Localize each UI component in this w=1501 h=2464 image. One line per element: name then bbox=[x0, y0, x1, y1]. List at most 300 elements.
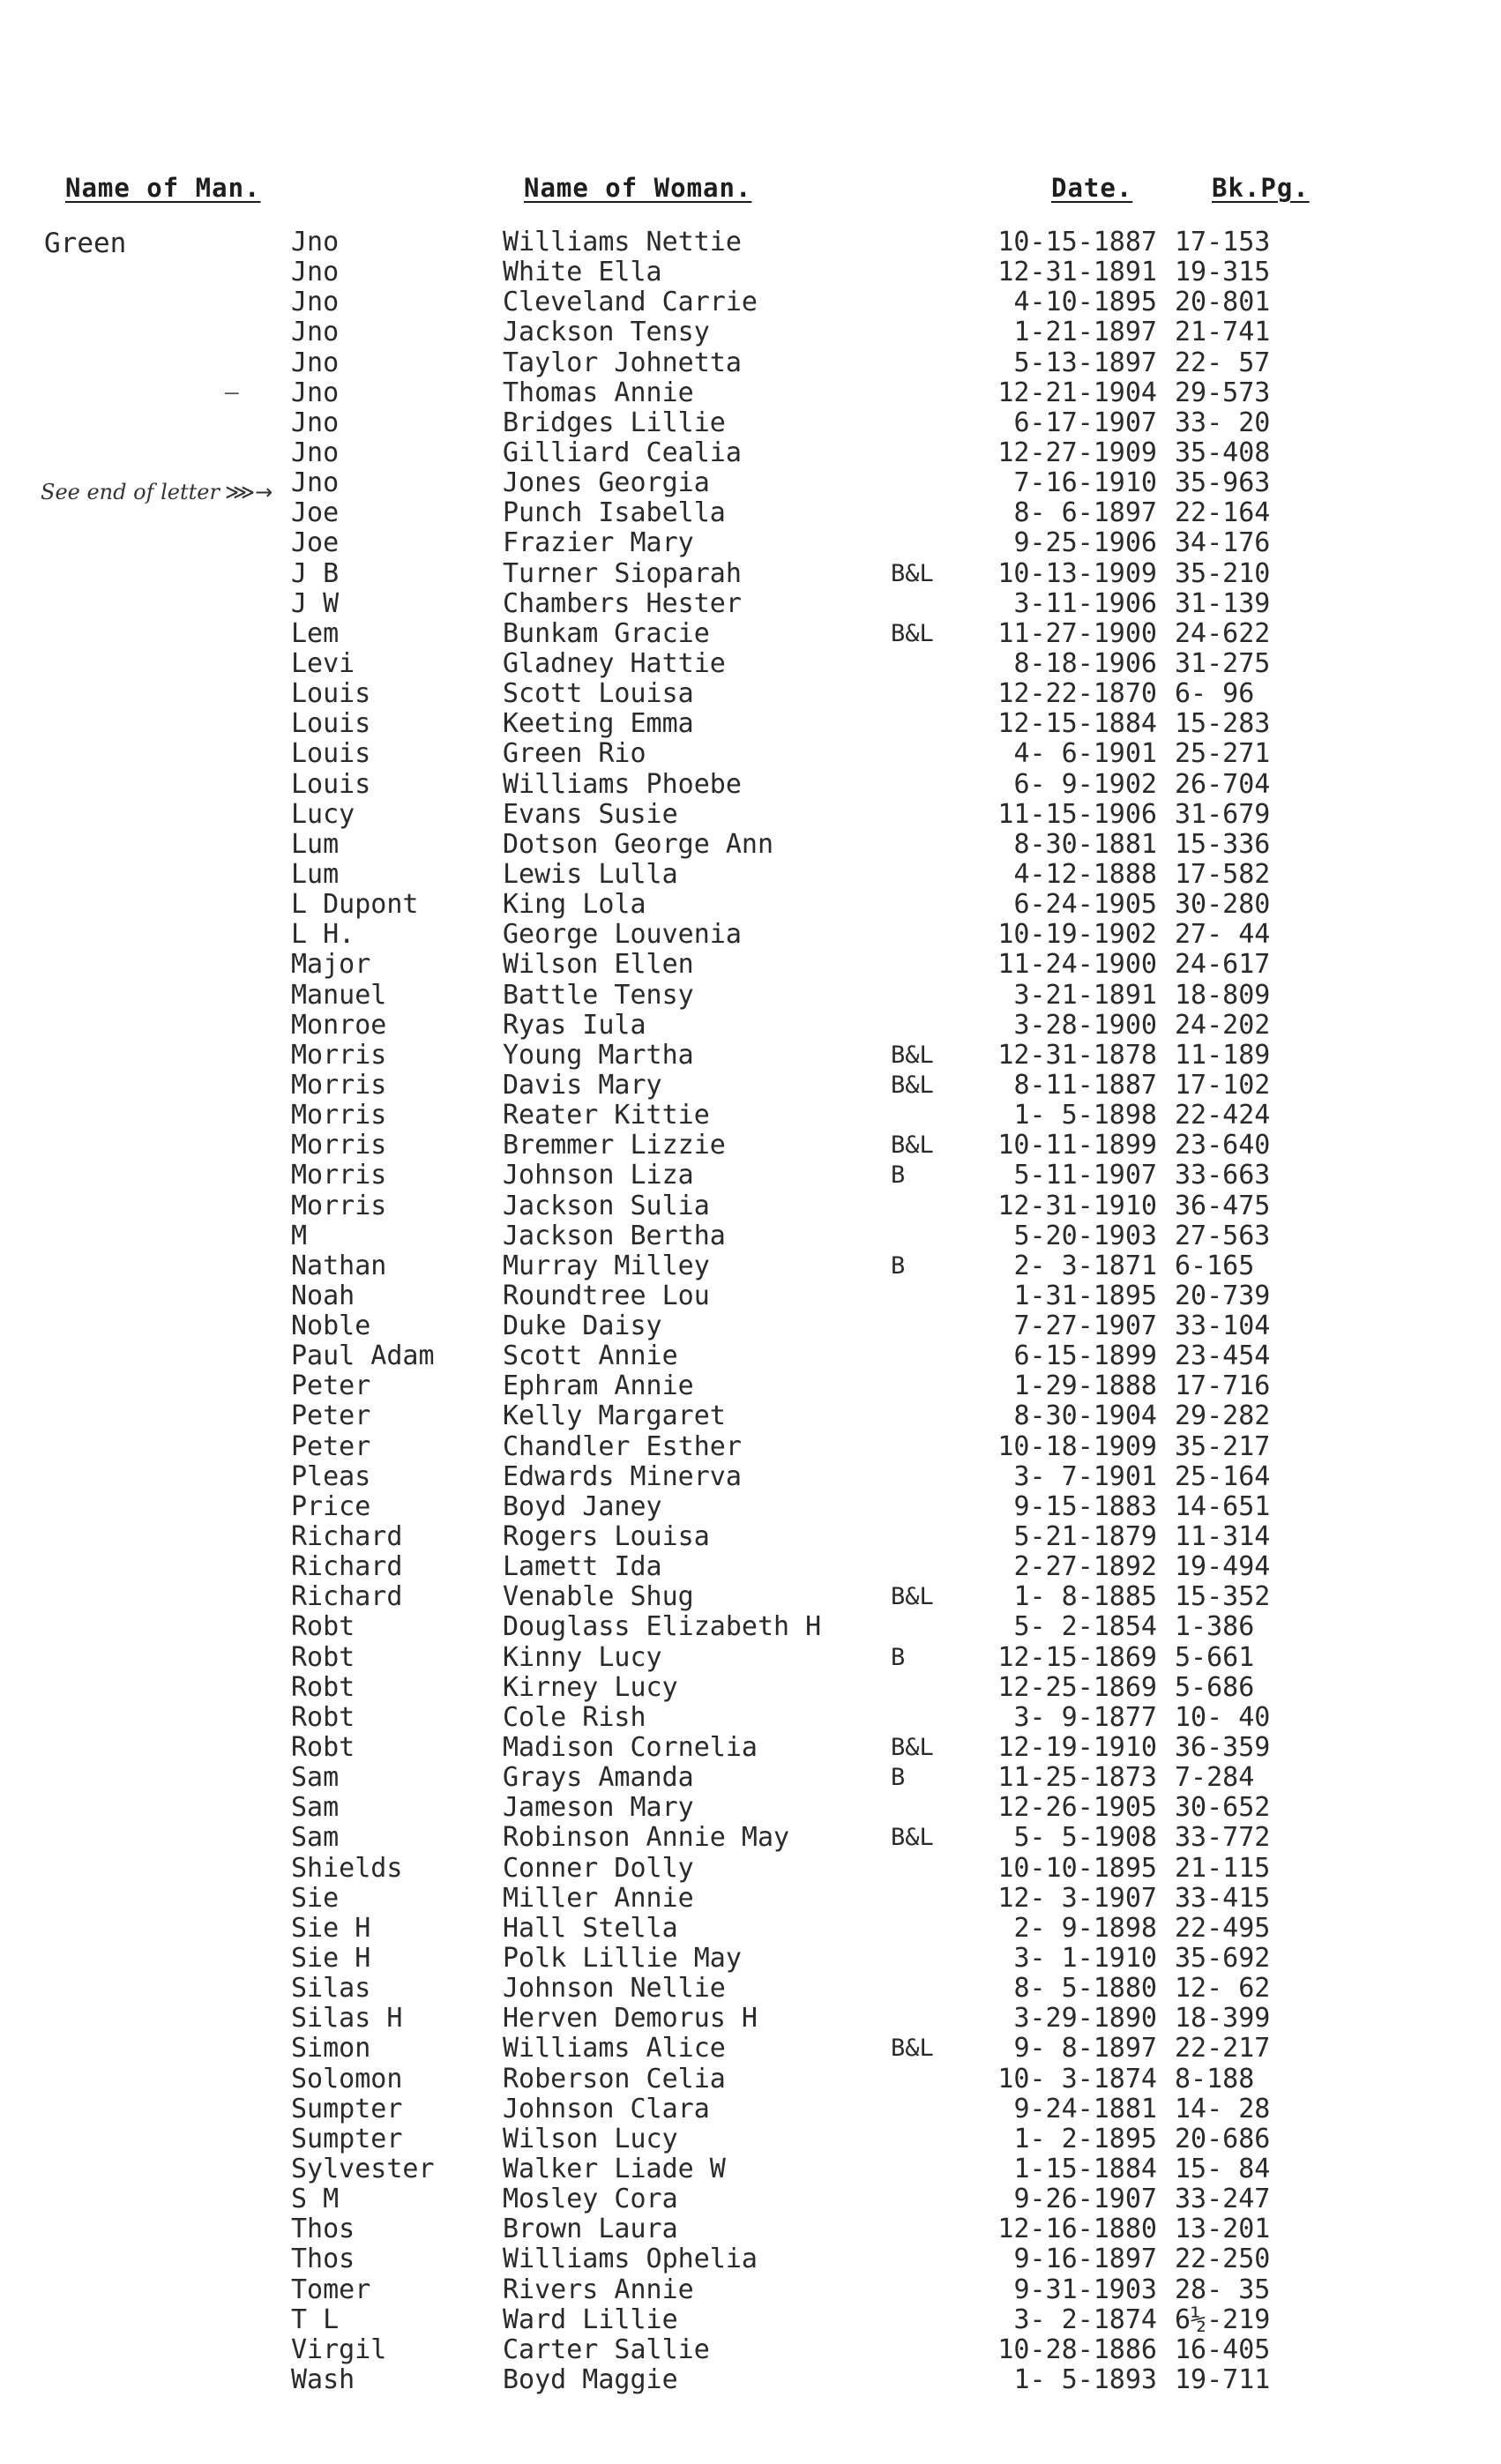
book-page: 19-494 bbox=[1175, 1551, 1271, 1583]
man-first-name: Sam bbox=[291, 1762, 340, 1794]
table-row bbox=[0, 498, 1501, 528]
marriage-date: 8-18-1906 bbox=[1013, 647, 1157, 679]
marriage-date: 5-13-1897 bbox=[1013, 347, 1157, 378]
table-row bbox=[0, 2034, 1501, 2064]
woman-name: Williams Ophelia bbox=[503, 2244, 758, 2275]
book-page: 33-772 bbox=[1175, 1822, 1271, 1854]
record-mark: B&L bbox=[891, 1041, 934, 1069]
woman-name: Dotson George Ann bbox=[503, 828, 774, 860]
table-row bbox=[0, 1793, 1501, 1823]
table-row bbox=[0, 2275, 1501, 2305]
header-name-of-man: Name of Man. bbox=[65, 173, 261, 203]
woman-name: Wilson Ellen bbox=[503, 949, 694, 981]
woman-name: Polk Lillie May bbox=[503, 1943, 742, 1975]
record-mark: B&L bbox=[891, 1824, 934, 1852]
book-page: 22-217 bbox=[1175, 2033, 1271, 2065]
man-first-name: Paul Adam bbox=[291, 1340, 435, 1372]
marriage-date: 8- 6-1897 bbox=[1013, 497, 1157, 529]
marriage-date: 12-19-1910 bbox=[997, 1732, 1157, 1764]
table-row bbox=[0, 1884, 1501, 1914]
table-row bbox=[0, 800, 1501, 830]
arrow-right-icon: ⋙→ bbox=[224, 480, 273, 504]
man-first-name: J W bbox=[291, 587, 340, 619]
marriage-date: 6-15-1899 bbox=[1013, 1340, 1157, 1372]
woman-name: Young Martha bbox=[503, 1039, 694, 1071]
marriage-date: 12-26-1905 bbox=[997, 1792, 1157, 1824]
man-first-name: Louis bbox=[291, 678, 371, 710]
table-row bbox=[0, 739, 1501, 769]
book-page: 19-315 bbox=[1175, 257, 1271, 288]
record-mark: B&L bbox=[891, 1131, 934, 1160]
man-first-name: Sumpter bbox=[291, 2123, 403, 2154]
marriage-date: 10-10-1895 bbox=[997, 1852, 1157, 1884]
man-first-name: Morris bbox=[291, 1039, 387, 1071]
book-page: 36-359 bbox=[1175, 1732, 1271, 1764]
header-date: Date. bbox=[1051, 173, 1133, 203]
table-row bbox=[0, 1101, 1501, 1131]
record-mark: B&L bbox=[891, 1734, 934, 1762]
woman-name: Roundtree Lou bbox=[503, 1280, 710, 1311]
book-page: 17-716 bbox=[1175, 1370, 1271, 1402]
book-page: 31-679 bbox=[1175, 798, 1271, 830]
woman-name: Battle Tensy bbox=[503, 979, 694, 1011]
marriage-date: 10-11-1899 bbox=[997, 1130, 1157, 1161]
woman-name: Williams Alice bbox=[503, 2033, 726, 2065]
table-row bbox=[0, 2365, 1501, 2395]
book-page: 24-202 bbox=[1175, 1009, 1271, 1041]
book-page: 35-217 bbox=[1175, 1430, 1271, 1462]
woman-name: Chambers Hester bbox=[503, 587, 742, 619]
record-mark: B&L bbox=[891, 2035, 934, 2063]
marriage-date: 12-15-1869 bbox=[997, 1641, 1157, 1673]
woman-name: Punch Isabella bbox=[503, 497, 726, 529]
man-first-name: Virgil bbox=[291, 2333, 387, 2365]
table-row bbox=[0, 2184, 1501, 2214]
table-row bbox=[0, 1462, 1501, 1492]
woman-name: Rivers Annie bbox=[503, 2274, 694, 2305]
man-first-name: Monroe bbox=[291, 1009, 387, 1041]
book-page: 20-739 bbox=[1175, 1280, 1271, 1311]
marriage-date: 1-15-1884 bbox=[1013, 2154, 1157, 2184]
marriage-date: 5-21-1879 bbox=[1013, 1521, 1157, 1553]
table-row bbox=[0, 1191, 1501, 1221]
marriage-date: 8- 5-1880 bbox=[1013, 1973, 1157, 2005]
woman-name: Madison Cornelia bbox=[503, 1732, 758, 1764]
woman-name: Ephram Annie bbox=[503, 1370, 694, 1402]
table-row bbox=[0, 981, 1501, 1011]
record-mark: B&L bbox=[891, 1583, 934, 1611]
man-first-name: Shields bbox=[291, 1852, 403, 1884]
table-row bbox=[0, 589, 1501, 619]
woman-name: Gilliard Cealia bbox=[503, 437, 742, 468]
marriage-date: 2- 3-1871 bbox=[1013, 1250, 1157, 1281]
table-row bbox=[0, 438, 1501, 468]
table-row bbox=[0, 1612, 1501, 1642]
table-row bbox=[0, 1763, 1501, 1793]
man-first-name: Lucy bbox=[291, 798, 355, 830]
man-first-name: Nathan bbox=[291, 1250, 387, 1281]
woman-name: George Louvenia bbox=[503, 919, 742, 951]
book-page: 15- 84 bbox=[1175, 2154, 1271, 2184]
marriage-date: 3- 2-1874 bbox=[1013, 2303, 1157, 2335]
woman-name: White Ella bbox=[503, 257, 662, 288]
woman-name: Boyd Maggie bbox=[503, 2363, 678, 2395]
man-first-name: Noble bbox=[291, 1310, 371, 1342]
marriage-date: 1-31-1895 bbox=[1013, 1280, 1157, 1311]
man-first-name: Sumpter bbox=[291, 2093, 403, 2124]
book-page: 5-661 bbox=[1175, 1641, 1255, 1673]
marriage-date: 5- 2-1854 bbox=[1013, 1611, 1157, 1643]
marriage-date: 5-20-1903 bbox=[1013, 1220, 1157, 1251]
woman-name: Miller Annie bbox=[503, 1882, 694, 1914]
marriage-date: 1- 8-1885 bbox=[1013, 1581, 1157, 1613]
woman-name: Brown Laura bbox=[503, 2214, 678, 2245]
man-first-name: Morris bbox=[291, 1069, 387, 1101]
book-page: 22-424 bbox=[1175, 1100, 1271, 1131]
book-page: 22-495 bbox=[1175, 1912, 1271, 1944]
woman-name: Robinson Annie May bbox=[503, 1822, 790, 1854]
woman-name: Williams Nettie bbox=[503, 227, 742, 258]
book-page: 29-573 bbox=[1175, 377, 1271, 408]
table-row bbox=[0, 468, 1501, 498]
table-row bbox=[0, 1131, 1501, 1161]
book-page: 15-336 bbox=[1175, 828, 1271, 860]
table-row bbox=[0, 649, 1501, 679]
record-list bbox=[0, 228, 1501, 2395]
book-page: 14- 28 bbox=[1175, 2093, 1271, 2124]
man-first-name: Jno bbox=[291, 407, 340, 438]
marriage-date: 9-26-1907 bbox=[1013, 2184, 1157, 2215]
man-first-name: Sylvester bbox=[291, 2154, 435, 2184]
marriage-date: 1-21-1897 bbox=[1013, 317, 1157, 348]
table-row bbox=[0, 2065, 1501, 2094]
table-row bbox=[0, 1251, 1501, 1281]
marriage-date: 3- 9-1877 bbox=[1013, 1701, 1157, 1733]
man-first-name: Lem bbox=[291, 617, 340, 649]
marriage-date: 5-11-1907 bbox=[1013, 1160, 1157, 1191]
man-first-name: Jno bbox=[291, 317, 340, 348]
man-first-name: Richard bbox=[291, 1551, 403, 1583]
woman-name: Boyd Janey bbox=[503, 1490, 662, 1522]
marriage-date: 12-15-1884 bbox=[997, 708, 1157, 740]
marriage-date: 9-24-1881 bbox=[1013, 2093, 1157, 2124]
book-page: 6- 96 bbox=[1175, 678, 1255, 710]
table-row bbox=[0, 1011, 1501, 1041]
marriage-date: 2-27-1892 bbox=[1013, 1551, 1157, 1583]
man-first-name: Levi bbox=[291, 647, 355, 679]
table-row bbox=[0, 1673, 1501, 1703]
man-first-name: Louis bbox=[291, 708, 371, 740]
book-page: 21-741 bbox=[1175, 317, 1271, 348]
record-mark: B&L bbox=[891, 1071, 934, 1099]
book-page: 31-275 bbox=[1175, 647, 1271, 679]
table-row bbox=[0, 950, 1501, 980]
table-row bbox=[0, 770, 1501, 800]
woman-name: Cleveland Carrie bbox=[503, 287, 758, 318]
table-row bbox=[0, 2004, 1501, 2034]
woman-name: Jackson Bertha bbox=[503, 1220, 726, 1251]
book-page: 15-283 bbox=[1175, 708, 1271, 740]
margin-note-text: See end of letter bbox=[41, 480, 220, 504]
marriage-date: 3- 7-1901 bbox=[1013, 1460, 1157, 1492]
table-row bbox=[0, 1914, 1501, 1944]
man-first-name: Robt bbox=[291, 1701, 355, 1733]
woman-name: Ward Lillie bbox=[503, 2303, 678, 2335]
book-page: 35-692 bbox=[1175, 1943, 1271, 1975]
marriage-date: 7-16-1910 bbox=[1013, 467, 1157, 499]
woman-name: Turner Sioparah bbox=[503, 557, 742, 589]
woman-name: Edwards Minerva bbox=[503, 1460, 742, 1492]
man-first-name: Morris bbox=[291, 1190, 387, 1221]
man-first-name: Jno bbox=[291, 377, 340, 408]
book-page: 30-652 bbox=[1175, 1792, 1271, 1824]
book-page: 7-284 bbox=[1175, 1762, 1255, 1794]
man-first-name: Sie H bbox=[291, 1912, 371, 1944]
man-first-name: Jno bbox=[291, 257, 340, 288]
marriage-date: 5- 5-1908 bbox=[1013, 1822, 1157, 1854]
marriage-date: 10-19-1902 bbox=[997, 919, 1157, 951]
marriage-date: 3-29-1890 bbox=[1013, 2003, 1157, 2035]
marriage-date: 8-30-1904 bbox=[1013, 1400, 1157, 1432]
woman-name: Scott Annie bbox=[503, 1340, 678, 1372]
table-row bbox=[0, 2305, 1501, 2335]
man-first-name: Jno bbox=[291, 467, 340, 499]
woman-name: Roberson Celia bbox=[503, 2063, 726, 2094]
man-first-name: Sie bbox=[291, 1882, 340, 1914]
man-first-name: Major bbox=[291, 949, 371, 981]
table-row bbox=[0, 528, 1501, 558]
marriage-date: 8-11-1887 bbox=[1013, 1069, 1157, 1101]
woman-name: Hall Stella bbox=[503, 1912, 678, 1944]
table-row bbox=[0, 890, 1501, 920]
man-first-name: Solomon bbox=[291, 2063, 403, 2094]
book-page: 22-164 bbox=[1175, 497, 1271, 529]
record-mark: B bbox=[891, 1251, 906, 1280]
man-first-name: M bbox=[291, 1220, 308, 1251]
table-row bbox=[0, 2335, 1501, 2365]
woman-name: Kirney Lucy bbox=[503, 1671, 678, 1703]
woman-name: Wilson Lucy bbox=[503, 2123, 678, 2154]
woman-name: Thomas Annie bbox=[503, 377, 694, 408]
header-name-of-woman: Name of Woman. bbox=[524, 173, 752, 203]
woman-name: Green Rio bbox=[503, 738, 646, 770]
woman-name: Walker Liade W bbox=[503, 2154, 726, 2184]
book-page: 18-809 bbox=[1175, 979, 1271, 1011]
margin-dash: – bbox=[225, 379, 239, 406]
surname-label: Green bbox=[44, 228, 127, 259]
marriage-date: 9- 8-1897 bbox=[1013, 2033, 1157, 2065]
marriage-date: 11-25-1873 bbox=[997, 1762, 1157, 1794]
book-page: 19-711 bbox=[1175, 2363, 1271, 2395]
man-first-name: Robt bbox=[291, 1641, 355, 1673]
marriage-date: 3-21-1891 bbox=[1013, 979, 1157, 1011]
record-mark: B&L bbox=[891, 619, 934, 647]
book-page: 20-686 bbox=[1175, 2123, 1271, 2154]
book-page: 6½-219 bbox=[1175, 2303, 1271, 2335]
woman-name: Jackson Sulia bbox=[503, 1190, 710, 1221]
table-row bbox=[0, 1281, 1501, 1311]
man-first-name: Joe bbox=[291, 527, 340, 559]
book-page: 23-640 bbox=[1175, 1130, 1271, 1161]
marriage-date: 6-24-1905 bbox=[1013, 889, 1157, 921]
man-first-name: Tomer bbox=[291, 2274, 371, 2305]
book-page: 17-153 bbox=[1175, 227, 1271, 258]
marriage-date: 9-31-1903 bbox=[1013, 2274, 1157, 2305]
woman-name: Cole Rish bbox=[503, 1701, 646, 1733]
man-first-name: Jno bbox=[291, 287, 340, 318]
man-first-name: J B bbox=[291, 557, 340, 589]
man-first-name: Jno bbox=[291, 227, 340, 258]
table-row bbox=[0, 228, 1501, 258]
book-page: 27- 44 bbox=[1175, 919, 1271, 951]
book-page: 20-801 bbox=[1175, 287, 1271, 318]
marriage-date: 3-11-1906 bbox=[1013, 587, 1157, 619]
book-page: 11-314 bbox=[1175, 1521, 1271, 1553]
book-page: 22-250 bbox=[1175, 2244, 1271, 2275]
woman-name: Lamett Ida bbox=[503, 1551, 662, 1583]
man-first-name: Robt bbox=[291, 1732, 355, 1764]
book-page: 21-115 bbox=[1175, 1852, 1271, 1884]
table-row bbox=[0, 1944, 1501, 1974]
record-mark: B bbox=[891, 1764, 906, 1792]
woman-name: Bridges Lillie bbox=[503, 407, 726, 438]
woman-name: Reater Kittie bbox=[503, 1100, 710, 1131]
record-mark: B bbox=[891, 1161, 906, 1190]
woman-name: Bunkam Gracie bbox=[503, 617, 710, 649]
table-row bbox=[0, 2244, 1501, 2274]
book-page: 17-102 bbox=[1175, 1069, 1271, 1101]
marriage-date: 12-16-1880 bbox=[997, 2214, 1157, 2245]
marriage-date: 12-31-1910 bbox=[997, 1190, 1157, 1221]
woman-name: Ryas Iula bbox=[503, 1009, 646, 1041]
table-row bbox=[0, 1341, 1501, 1371]
table-row bbox=[0, 1974, 1501, 2004]
marriage-date: 9-16-1897 bbox=[1013, 2244, 1157, 2275]
table-row bbox=[0, 1643, 1501, 1673]
table-row bbox=[0, 317, 1501, 347]
man-first-name: Louis bbox=[291, 768, 371, 800]
book-page: 18-399 bbox=[1175, 2003, 1271, 2035]
table-row bbox=[0, 2214, 1501, 2244]
man-first-name: Peter bbox=[291, 1370, 371, 1402]
table-row bbox=[0, 860, 1501, 890]
marriage-date: 10-13-1909 bbox=[997, 557, 1157, 589]
table-row bbox=[0, 378, 1501, 408]
man-first-name: Robt bbox=[291, 1611, 355, 1643]
woman-name: Keeting Emma bbox=[503, 708, 694, 740]
woman-name: Douglass Elizabeth H bbox=[503, 1611, 822, 1643]
woman-name: Evans Susie bbox=[503, 798, 678, 830]
marriage-date: 12-22-1870 bbox=[997, 678, 1157, 710]
man-first-name: Louis bbox=[291, 738, 371, 770]
woman-name: Johnson Clara bbox=[503, 2093, 710, 2124]
woman-name: Chandler Esther bbox=[503, 1430, 742, 1462]
table-row bbox=[0, 1071, 1501, 1101]
book-page: 30-280 bbox=[1175, 889, 1271, 921]
table-row bbox=[0, 1371, 1501, 1401]
table-row bbox=[0, 1401, 1501, 1431]
marriage-date: 12-21-1904 bbox=[997, 377, 1157, 408]
marriage-date: 3- 1-1910 bbox=[1013, 1943, 1157, 1975]
table-row bbox=[0, 1552, 1501, 1582]
woman-name: Williams Phoebe bbox=[503, 768, 742, 800]
woman-name: Frazier Mary bbox=[503, 527, 694, 559]
table-row bbox=[0, 2124, 1501, 2154]
book-page: 15-352 bbox=[1175, 1581, 1271, 1613]
woman-name: Venable Shug bbox=[503, 1581, 694, 1613]
man-first-name: Sie H bbox=[291, 1943, 371, 1975]
man-first-name: L Dupont bbox=[291, 889, 419, 921]
woman-name: Davis Mary bbox=[503, 1069, 662, 1101]
marriage-date: 10-15-1887 bbox=[997, 227, 1157, 258]
book-page: 27-563 bbox=[1175, 1220, 1271, 1251]
table-row bbox=[0, 1432, 1501, 1462]
table-row bbox=[0, 709, 1501, 739]
marriage-date: 12-31-1878 bbox=[997, 1039, 1157, 1071]
book-page: 6-165 bbox=[1175, 1250, 1255, 1281]
table-row bbox=[0, 408, 1501, 438]
book-page: 12- 62 bbox=[1175, 1973, 1271, 2005]
man-first-name: Morris bbox=[291, 1160, 387, 1191]
table-row bbox=[0, 1823, 1501, 1853]
man-first-name: Simon bbox=[291, 2033, 371, 2065]
table-row bbox=[0, 920, 1501, 950]
woman-name: Jackson Tensy bbox=[503, 317, 710, 348]
marriage-date: 12- 3-1907 bbox=[997, 1882, 1157, 1914]
table-row bbox=[0, 348, 1501, 378]
table-row bbox=[0, 1492, 1501, 1522]
book-page: 33-415 bbox=[1175, 1882, 1271, 1914]
man-first-name: Sam bbox=[291, 1792, 340, 1824]
marriage-date: 4-10-1895 bbox=[1013, 287, 1157, 318]
book-page: 10- 40 bbox=[1175, 1701, 1271, 1733]
man-first-name: Silas bbox=[291, 1973, 371, 2005]
woman-name: Conner Dolly bbox=[503, 1852, 694, 1884]
book-page: 26-704 bbox=[1175, 768, 1271, 800]
woman-name: Murray Milley bbox=[503, 1250, 710, 1281]
book-page: 8-188 bbox=[1175, 2063, 1255, 2094]
book-page: 35-963 bbox=[1175, 467, 1271, 499]
woman-name: Gladney Hattie bbox=[503, 647, 726, 679]
woman-name: Jameson Mary bbox=[503, 1792, 694, 1824]
table-row bbox=[0, 830, 1501, 860]
marriage-date: 11-27-1900 bbox=[997, 617, 1157, 649]
man-first-name: Jno bbox=[291, 437, 340, 468]
marriage-date: 1- 5-1893 bbox=[1013, 2363, 1157, 2395]
marriage-date: 1- 2-1895 bbox=[1013, 2123, 1157, 2154]
man-first-name: Thos bbox=[291, 2244, 355, 2275]
table-row bbox=[0, 258, 1501, 287]
book-page: 24-622 bbox=[1175, 617, 1271, 649]
marriage-date: 3-28-1900 bbox=[1013, 1009, 1157, 1041]
woman-name: Kinny Lucy bbox=[503, 1641, 662, 1673]
table-row bbox=[0, 1854, 1501, 1884]
marriage-date: 10- 3-1874 bbox=[997, 2063, 1157, 2094]
book-page: 14-651 bbox=[1175, 1490, 1271, 1522]
woman-name: Duke Daisy bbox=[503, 1310, 662, 1342]
marriage-date: 12-31-1891 bbox=[997, 257, 1157, 288]
table-row bbox=[0, 1041, 1501, 1071]
man-first-name: Lum bbox=[291, 858, 340, 890]
woman-name: Mosley Cora bbox=[503, 2184, 678, 2215]
record-mark: B&L bbox=[891, 559, 934, 587]
marriage-date: 12-25-1869 bbox=[997, 1671, 1157, 1703]
marriage-date: 8-30-1881 bbox=[1013, 828, 1157, 860]
woman-name: Carter Sallie bbox=[503, 2333, 710, 2365]
man-first-name: S M bbox=[291, 2184, 340, 2215]
book-page: 23-454 bbox=[1175, 1340, 1271, 1372]
marriage-date: 6- 9-1902 bbox=[1013, 768, 1157, 800]
